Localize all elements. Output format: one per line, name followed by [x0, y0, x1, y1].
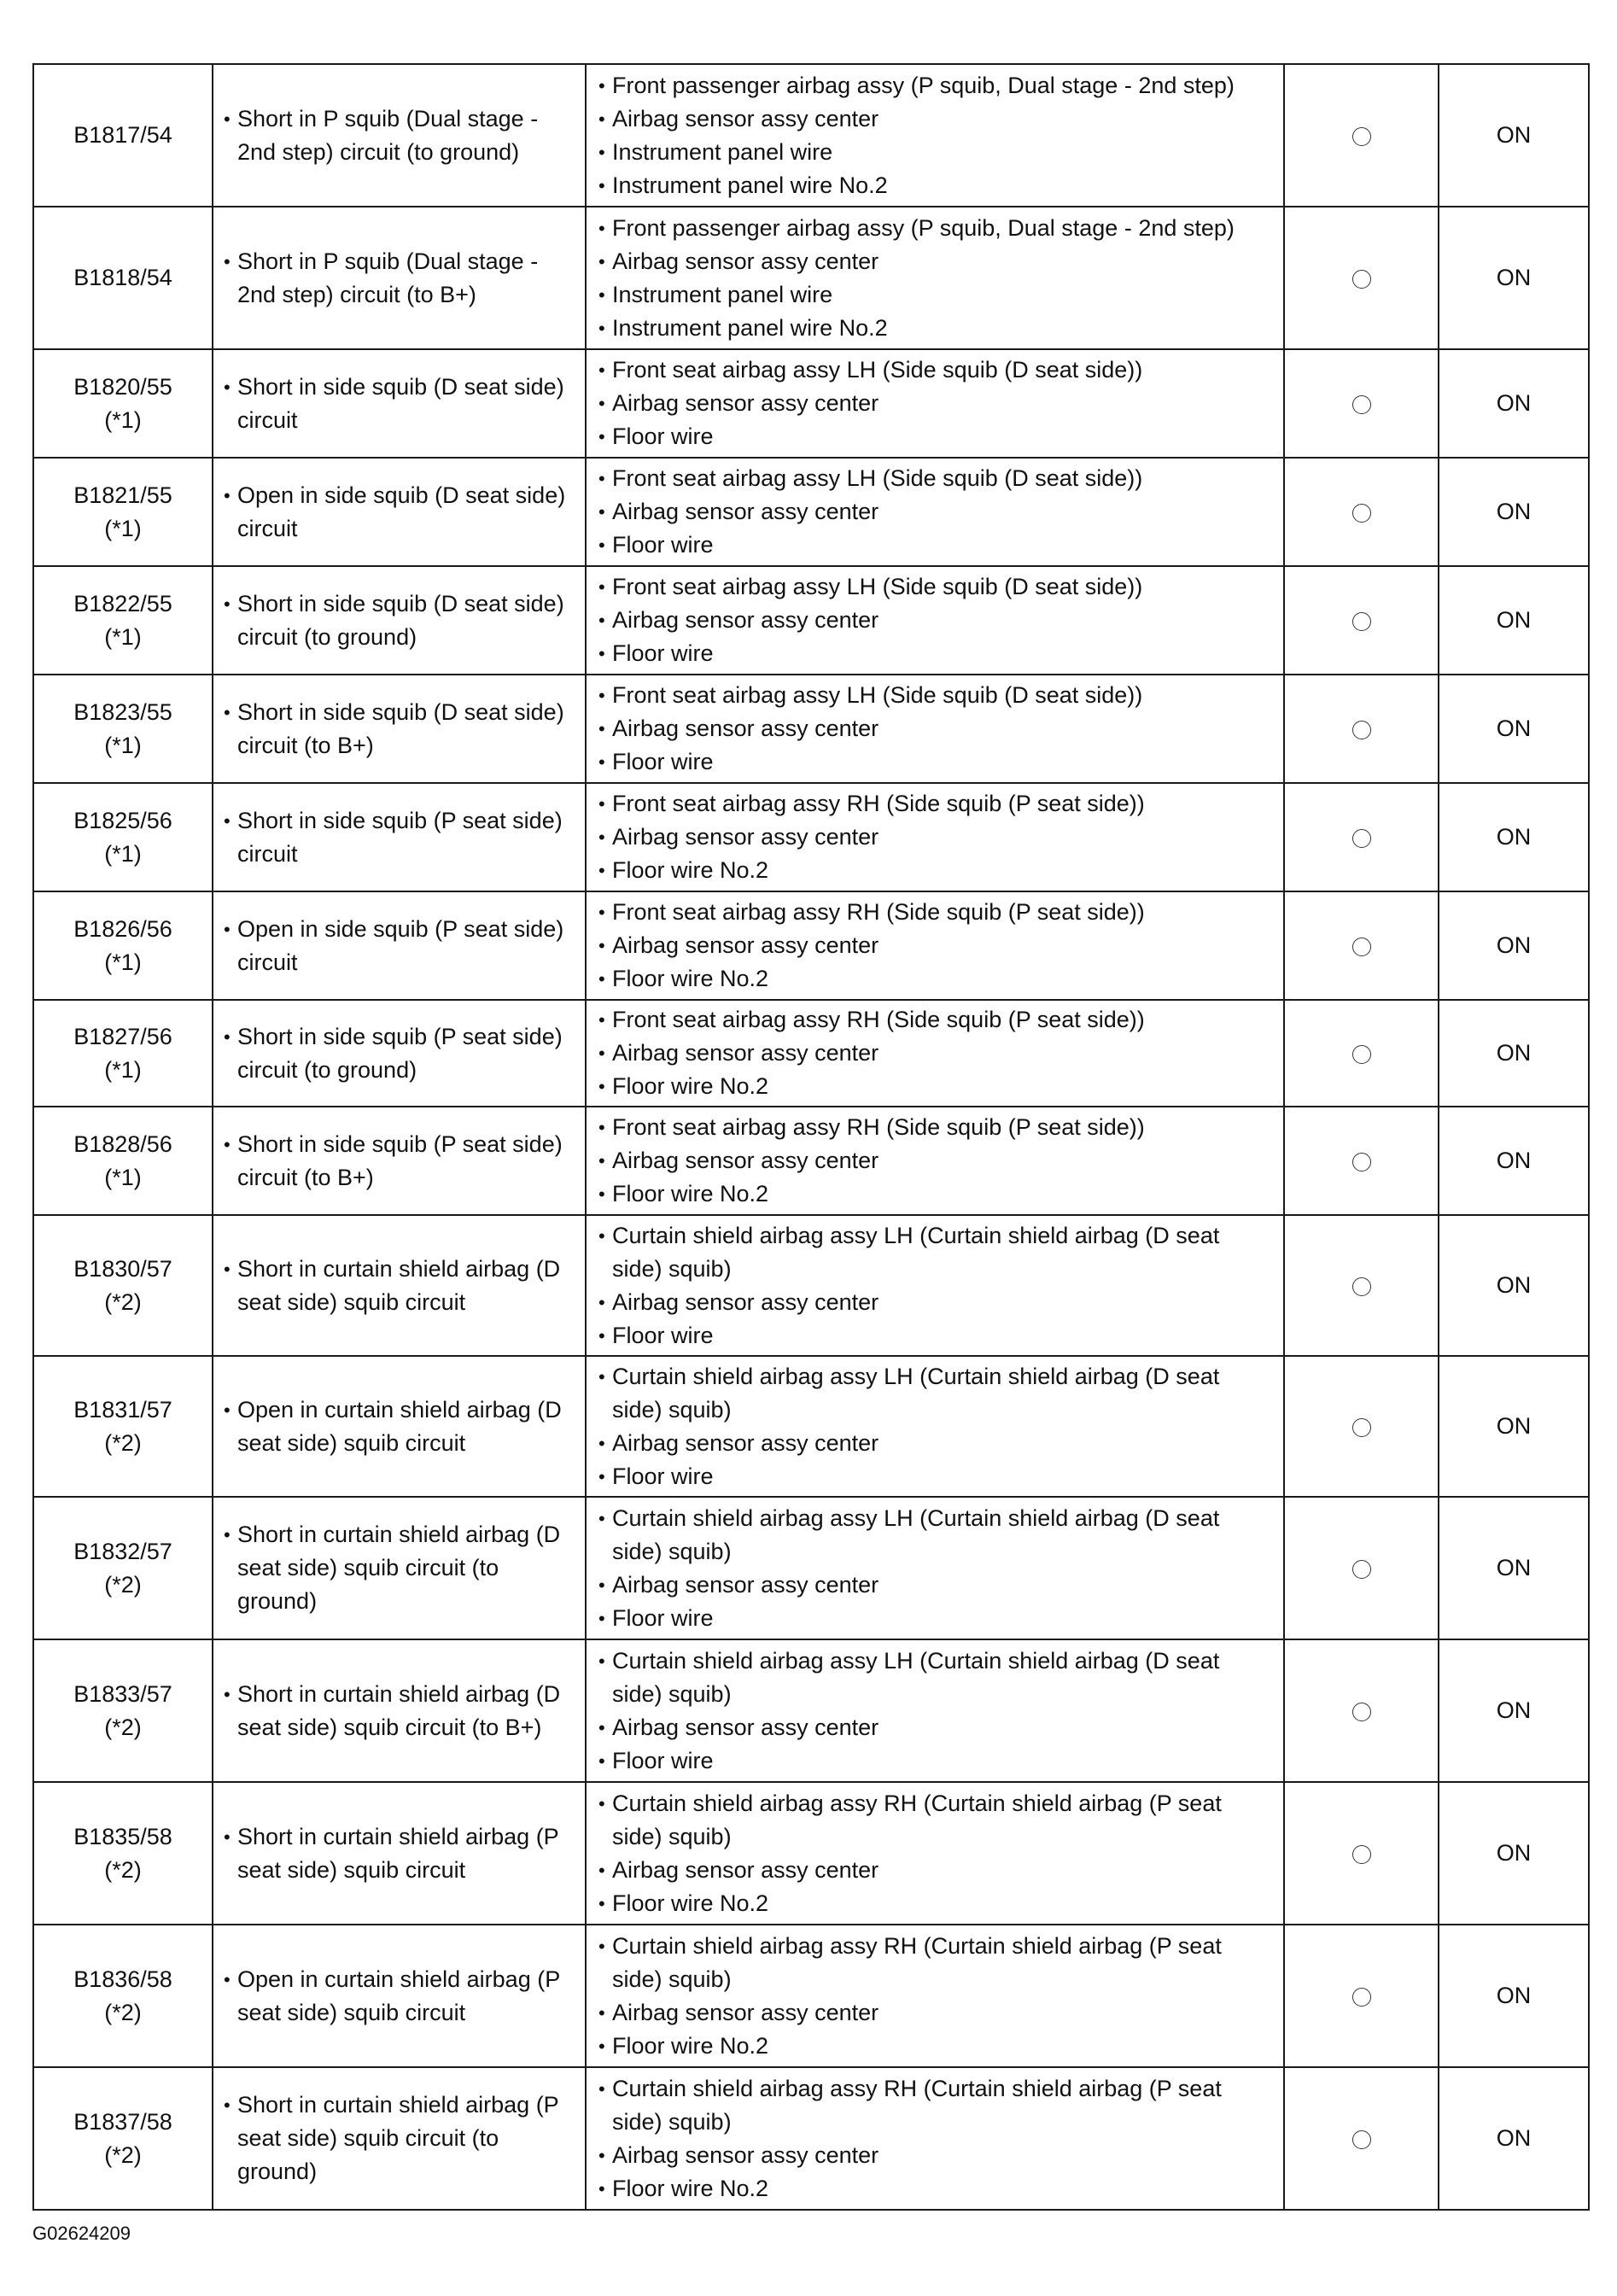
dtc-code: B1822/55	[73, 590, 172, 616]
trouble-area-item: • Floor wire	[598, 1319, 1275, 1352]
check-mode-cell	[1284, 64, 1439, 207]
warning-light-cell	[1439, 1639, 1589, 1782]
check-circle-icon	[1352, 1845, 1371, 1864]
dtc-table	[32, 63, 1590, 2211]
dtc-code-cell	[33, 1925, 213, 2067]
trouble-area-item: • Front seat airbag assy RH (Side squib (P seat side))	[598, 896, 1275, 929]
warning-light-cell	[1439, 1215, 1589, 1356]
trouble-area-item: • Front passenger airbag assy (P squib, Dual stage - 2nd step)	[598, 212, 1275, 245]
detection-condition: • Open in curtain shield airbag (P seat side) squib circuit	[224, 1963, 576, 2030]
dtc-code: B1837/58	[73, 2108, 172, 2135]
trouble-area-item: • Floor wire No.2	[598, 1887, 1275, 1920]
dtc-code: B1833/57	[73, 1680, 172, 1707]
warning-light-status: ON	[1496, 1555, 1532, 1580]
warning-light-status: ON	[1496, 1983, 1532, 2008]
trouble-area-item: • Airbag sensor assy center	[598, 1569, 1275, 1602]
trouble-area-cell	[586, 891, 1284, 1000]
trouble-area-item: • Instrument panel wire No.2	[598, 312, 1275, 345]
dtc-code: B1826/56	[73, 915, 172, 942]
check-circle-icon	[1352, 721, 1371, 739]
detection-condition-cell	[213, 1107, 586, 1215]
warning-light-cell	[1439, 64, 1589, 207]
warning-light-status: ON	[1496, 1040, 1532, 1066]
warning-light-status: ON	[1496, 1272, 1532, 1298]
detection-condition: • Short in P squib (Dual stage - 2nd step) circuit (to B+)	[224, 245, 576, 312]
dtc-code-cell	[33, 64, 213, 207]
detection-condition: • Short in side squib (P seat side) circuit (to ground)	[224, 1020, 576, 1087]
dtc-note: (*2)	[104, 1288, 142, 1315]
dtc-note: (*1)	[104, 1056, 142, 1083]
dtc-code-cell	[33, 1497, 213, 1639]
detection-condition: • Short in side squib (D seat side) circuit (to B+)	[224, 696, 576, 762]
dtc-code-cell	[33, 566, 213, 675]
detection-condition: • Short in side squib (D seat side) circuit (to ground)	[224, 587, 576, 654]
warning-light-cell	[1439, 566, 1589, 675]
detection-condition: • Open in side squib (D seat side) circuit	[224, 479, 576, 546]
trouble-area-item: • Floor wire	[598, 1602, 1275, 1635]
warning-light-cell	[1439, 1000, 1589, 1107]
dtc-note: (*2)	[104, 1856, 142, 1883]
trouble-area-item: • Airbag sensor assy center	[598, 102, 1275, 136]
trouble-area-item: • Airbag sensor assy center	[598, 712, 1275, 745]
dtc-code-cell	[33, 1356, 213, 1497]
warning-light-status: ON	[1496, 499, 1532, 524]
detection-condition-cell	[213, 1782, 586, 1925]
dtc-code-cell	[33, 1000, 213, 1107]
detection-condition: • Short in curtain shield airbag (P seat side) squib circuit	[224, 1820, 576, 1887]
dtc-code-cell	[33, 458, 213, 566]
check-circle-icon	[1352, 127, 1371, 146]
warning-light-status: ON	[1496, 1840, 1532, 1866]
dtc-code-cell	[33, 783, 213, 891]
trouble-area-cell	[586, 1925, 1284, 2067]
warning-light-cell	[1439, 783, 1589, 891]
trouble-area-item: • Curtain shield airbag assy RH (Curtain shield airbag (P seat side) squib)	[598, 1787, 1275, 1854]
warning-light-status: ON	[1496, 716, 1532, 741]
warning-light-cell	[1439, 458, 1589, 566]
detection-condition: • Short in curtain shield airbag (D seat side) squib circuit	[224, 1253, 576, 1319]
dtc-code-cell	[33, 349, 213, 458]
trouble-area-item: • Floor wire No.2	[598, 2172, 1275, 2205]
detection-condition-cell	[213, 349, 586, 458]
trouble-area-cell	[586, 207, 1284, 349]
dtc-note: (*2)	[104, 1999, 142, 2025]
trouble-area-item: • Floor wire No.2	[598, 854, 1275, 887]
trouble-area-cell	[586, 1782, 1284, 1925]
check-circle-icon	[1352, 1560, 1371, 1579]
detection-condition: • Open in curtain shield airbag (D seat side) squib circuit	[224, 1393, 576, 1460]
trouble-area-item: • Floor wire	[598, 637, 1275, 670]
dtc-note: (*1)	[104, 732, 142, 758]
detection-condition-cell	[213, 458, 586, 566]
table-row	[33, 64, 1589, 207]
check-mode-cell	[1284, 2067, 1439, 2210]
table-row	[33, 207, 1589, 349]
detection-condition: • Short in curtain shield airbag (D seat side) squib circuit (to B+)	[224, 1678, 576, 1744]
warning-light-cell	[1439, 891, 1589, 1000]
trouble-area-item: • Front seat airbag assy LH (Side squib (D seat side))	[598, 679, 1275, 712]
trouble-area-item: • Airbag sensor assy center	[598, 1427, 1275, 1460]
dtc-code: B1817/54	[73, 122, 172, 148]
dtc-note: (*1)	[104, 515, 142, 541]
trouble-area-item: • Floor wire	[598, 1744, 1275, 1778]
detection-condition: • Open in side squib (P seat side) circuit	[224, 913, 576, 979]
dtc-note: (*1)	[104, 406, 142, 433]
dtc-code: B1831/57	[73, 1396, 172, 1423]
trouble-area-item: • Floor wire No.2	[598, 1177, 1275, 1211]
table-row	[33, 783, 1589, 891]
check-circle-icon	[1352, 1703, 1371, 1721]
warning-light-cell	[1439, 2067, 1589, 2210]
table-row	[33, 1000, 1589, 1107]
table-row	[33, 1107, 1589, 1215]
dtc-note: (*1)	[104, 949, 142, 975]
check-mode-cell	[1284, 349, 1439, 458]
dtc-code: B1832/57	[73, 1538, 172, 1564]
warning-light-status: ON	[1496, 2125, 1532, 2151]
trouble-area-item: • Airbag sensor assy center	[598, 929, 1275, 962]
table-row	[33, 566, 1589, 675]
table-row	[33, 1215, 1589, 1356]
check-mode-cell	[1284, 1782, 1439, 1925]
trouble-area-item: • Floor wire	[598, 420, 1275, 453]
dtc-code-cell	[33, 1107, 213, 1215]
trouble-area-item: • Floor wire	[598, 1460, 1275, 1493]
trouble-area-item: • Floor wire No.2	[598, 2030, 1275, 2063]
warning-light-status: ON	[1496, 824, 1532, 850]
detection-condition-cell	[213, 1639, 586, 1782]
table-row	[33, 891, 1589, 1000]
trouble-area-cell	[586, 64, 1284, 207]
trouble-area-item: • Curtain shield airbag assy RH (Curtain shield airbag (P seat side) squib)	[598, 2072, 1275, 2139]
table-row	[33, 349, 1589, 458]
dtc-code: B1830/57	[73, 1255, 172, 1282]
trouble-area-item: • Front seat airbag assy LH (Side squib (D seat side))	[598, 570, 1275, 604]
dtc-code-cell	[33, 207, 213, 349]
dtc-code-cell	[33, 1639, 213, 1782]
dtc-code: B1828/56	[73, 1130, 172, 1157]
trouble-area-item: • Airbag sensor assy center	[598, 604, 1275, 637]
trouble-area-cell	[586, 675, 1284, 783]
trouble-area-item: • Airbag sensor assy center	[598, 1711, 1275, 1744]
trouble-area-item: • Floor wire No.2	[598, 962, 1275, 996]
trouble-area-item: • Instrument panel wire	[598, 278, 1275, 312]
check-circle-icon	[1352, 829, 1371, 848]
detection-condition: • Short in curtain shield airbag (D seat side) squib circuit (to ground)	[224, 1518, 576, 1618]
figure-id: G02624209	[32, 2223, 131, 2244]
check-circle-icon	[1352, 1418, 1371, 1437]
detection-condition-cell	[213, 1497, 586, 1639]
dtc-table-body	[33, 64, 1589, 2210]
check-circle-icon	[1352, 1045, 1371, 1064]
check-circle-icon	[1352, 504, 1371, 523]
warning-light-status: ON	[1496, 265, 1532, 290]
check-mode-cell	[1284, 1215, 1439, 1356]
trouble-area-item: • Front seat airbag assy RH (Side squib (P seat side))	[598, 1003, 1275, 1037]
trouble-area-cell	[586, 1497, 1284, 1639]
check-mode-cell	[1284, 1925, 1439, 2067]
trouble-area-item: • Front seat airbag assy RH (Side squib (P seat side))	[598, 787, 1275, 821]
detection-condition: • Short in curtain shield airbag (P seat side) squib circuit (to ground)	[224, 2089, 576, 2188]
check-mode-cell	[1284, 891, 1439, 1000]
detection-condition: • Short in P squib (Dual stage - 2nd step) circuit (to ground)	[224, 102, 576, 169]
warning-light-status: ON	[1496, 1697, 1532, 1723]
check-circle-icon	[1352, 395, 1371, 414]
dtc-code: B1827/56	[73, 1023, 172, 1049]
dtc-note: (*2)	[104, 2141, 142, 2168]
check-circle-icon	[1352, 1988, 1371, 2007]
trouble-area-cell	[586, 1215, 1284, 1356]
trouble-area-item: • Floor wire	[598, 745, 1275, 779]
trouble-area-item: • Airbag sensor assy center	[598, 821, 1275, 854]
trouble-area-item: • Curtain shield airbag assy LH (Curtain shield airbag (D seat side) squib)	[598, 1645, 1275, 1711]
check-mode-cell	[1284, 675, 1439, 783]
dtc-note: (*2)	[104, 1571, 142, 1598]
trouble-area-item: • Instrument panel wire	[598, 136, 1275, 169]
warning-light-cell	[1439, 1356, 1589, 1497]
warning-light-status: ON	[1496, 932, 1532, 958]
detection-condition-cell	[213, 1000, 586, 1107]
check-mode-cell	[1284, 1639, 1439, 1782]
dtc-code-cell	[33, 891, 213, 1000]
table-row	[33, 675, 1589, 783]
trouble-area-cell	[586, 458, 1284, 566]
detection-condition-cell	[213, 566, 586, 675]
table-row	[33, 2067, 1589, 2210]
warning-light-cell	[1439, 1782, 1589, 1925]
trouble-area-cell	[586, 349, 1284, 458]
trouble-area-item: • Airbag sensor assy center	[598, 1286, 1275, 1319]
detection-condition: • Short in side squib (P seat side) circuit	[224, 804, 576, 871]
dtc-note: (*1)	[104, 1164, 142, 1190]
check-mode-cell	[1284, 458, 1439, 566]
detection-condition-cell	[213, 1356, 586, 1497]
table-row	[33, 1925, 1589, 2067]
warning-light-cell	[1439, 349, 1589, 458]
trouble-area-item: • Curtain shield airbag assy LH (Curtain shield airbag (D seat side) squib)	[598, 1219, 1275, 1286]
trouble-area-cell	[586, 1639, 1284, 1782]
trouble-area-cell	[586, 1000, 1284, 1107]
dtc-code-cell	[33, 1215, 213, 1356]
warning-light-cell	[1439, 1925, 1589, 2067]
trouble-area-item: • Airbag sensor assy center	[598, 245, 1275, 278]
dtc-code-cell	[33, 2067, 213, 2210]
dtc-note: (*2)	[104, 1714, 142, 1740]
trouble-area-item: • Airbag sensor assy center	[598, 1037, 1275, 1070]
trouble-area-cell	[586, 1356, 1284, 1497]
table-row	[33, 1497, 1589, 1639]
dtc-code: B1820/55	[73, 373, 172, 400]
detection-condition-cell	[213, 783, 586, 891]
warning-light-cell	[1439, 675, 1589, 783]
warning-light-cell	[1439, 207, 1589, 349]
trouble-area-cell	[586, 566, 1284, 675]
dtc-note: (*2)	[104, 1429, 142, 1456]
check-mode-cell	[1284, 1356, 1439, 1497]
check-mode-cell	[1284, 207, 1439, 349]
check-circle-icon	[1352, 612, 1371, 631]
dtc-code: B1823/55	[73, 698, 172, 725]
trouble-area-item: • Floor wire	[598, 529, 1275, 562]
trouble-area-cell	[586, 1107, 1284, 1215]
warning-light-status: ON	[1496, 607, 1532, 633]
table-row	[33, 458, 1589, 566]
check-circle-icon	[1352, 1153, 1371, 1171]
table-row	[33, 1782, 1589, 1925]
trouble-area-item: • Front seat airbag assy RH (Side squib (P seat side))	[598, 1111, 1275, 1144]
detection-condition-cell	[213, 1925, 586, 2067]
dtc-note: (*1)	[104, 623, 142, 650]
check-circle-icon	[1352, 270, 1371, 289]
trouble-area-item: • Airbag sensor assy center	[598, 2139, 1275, 2172]
check-mode-cell	[1284, 1107, 1439, 1215]
trouble-area-item: • Front seat airbag assy LH (Side squib (D seat side))	[598, 353, 1275, 387]
trouble-area-cell	[586, 783, 1284, 891]
trouble-area-item: • Curtain shield airbag assy LH (Curtain shield airbag (D seat side) squib)	[598, 1360, 1275, 1427]
check-mode-cell	[1284, 1000, 1439, 1107]
trouble-area-item: • Airbag sensor assy center	[598, 1144, 1275, 1177]
check-circle-icon	[1352, 938, 1371, 956]
dtc-code: B1818/54	[73, 265, 172, 290]
dtc-code: B1825/56	[73, 807, 172, 833]
trouble-area-item: • Airbag sensor assy center	[598, 1996, 1275, 2030]
check-mode-cell	[1284, 1497, 1439, 1639]
table-row	[33, 1356, 1589, 1497]
warning-light-status: ON	[1496, 390, 1532, 416]
detection-condition: • Short in side squib (P seat side) circuit (to B+)	[224, 1128, 576, 1195]
trouble-area-item: • Curtain shield airbag assy RH (Curtain shield airbag (P seat side) squib)	[598, 1930, 1275, 1996]
trouble-area-cell	[586, 2067, 1284, 2210]
warning-light-cell	[1439, 1107, 1589, 1215]
warning-light-status: ON	[1496, 1413, 1532, 1439]
trouble-area-item: • Airbag sensor assy center	[598, 495, 1275, 529]
trouble-area-item: • Instrument panel wire No.2	[598, 169, 1275, 202]
detection-condition-cell	[213, 1215, 586, 1356]
trouble-area-item: • Airbag sensor assy center	[598, 387, 1275, 420]
dtc-code: B1835/58	[73, 1823, 172, 1849]
trouble-area-item: • Curtain shield airbag assy LH (Curtain shield airbag (D seat side) squib)	[598, 1502, 1275, 1569]
trouble-area-item: • Front seat airbag assy LH (Side squib (D seat side))	[598, 462, 1275, 495]
dtc-code-cell	[33, 675, 213, 783]
dtc-code-cell	[33, 1782, 213, 1925]
check-circle-icon	[1352, 2130, 1371, 2149]
trouble-area-item: • Floor wire No.2	[598, 1070, 1275, 1103]
check-circle-icon	[1352, 1277, 1371, 1296]
trouble-area-item: • Front passenger airbag assy (P squib, Dual stage - 2nd step)	[598, 69, 1275, 102]
check-mode-cell	[1284, 783, 1439, 891]
dtc-code: B1836/58	[73, 1966, 172, 1992]
detection-condition-cell	[213, 891, 586, 1000]
dtc-code: B1821/55	[73, 482, 172, 508]
detection-condition-cell	[213, 64, 586, 207]
dtc-note: (*1)	[104, 840, 142, 867]
detection-condition-cell	[213, 675, 586, 783]
trouble-area-item: • Airbag sensor assy center	[598, 1854, 1275, 1887]
detection-condition: • Short in side squib (D seat side) circuit	[224, 371, 576, 437]
warning-light-status: ON	[1496, 1148, 1532, 1173]
check-mode-cell	[1284, 566, 1439, 675]
detection-condition-cell	[213, 207, 586, 349]
warning-light-cell	[1439, 1497, 1589, 1639]
table-row	[33, 1639, 1589, 1782]
detection-condition-cell	[213, 2067, 586, 2210]
warning-light-status: ON	[1496, 122, 1532, 148]
